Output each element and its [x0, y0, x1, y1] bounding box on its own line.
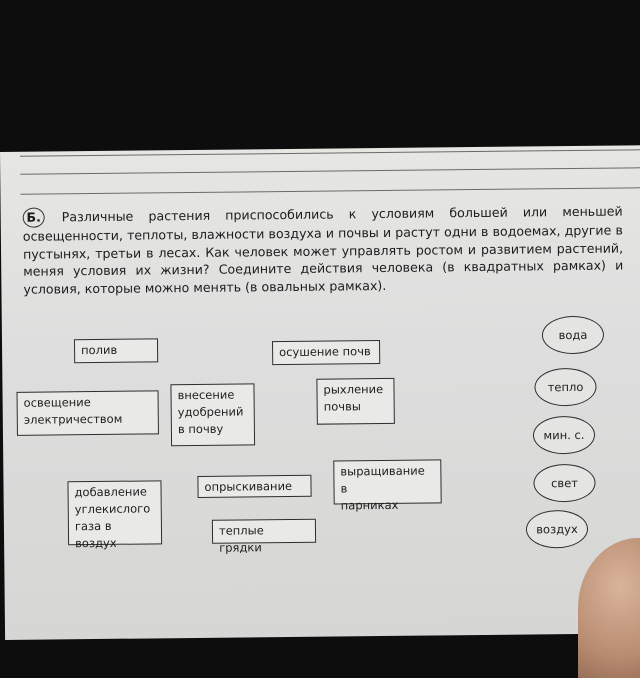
- condition-oval-vozdukh[interactable]: воздух: [526, 510, 588, 549]
- action-box-osushenie[interactable]: осушение почв: [272, 340, 380, 365]
- action-box-gryadki[interactable]: теплые грядки: [212, 519, 316, 544]
- action-box-dobavlenie[interactable]: добавление углекислого газа в воздух: [67, 480, 162, 545]
- action-box-vnesenie[interactable]: внесение удобрений в почву: [170, 383, 255, 446]
- worksheet-page: [0, 145, 640, 640]
- condition-oval-teplo[interactable]: тепло: [534, 368, 596, 407]
- task-text: [23, 201, 624, 297]
- condition-oval-min[interactable]: мин. с.: [533, 416, 595, 455]
- condition-oval-voda[interactable]: вода: [542, 316, 604, 355]
- action-box-poliv[interactable]: полив: [74, 338, 158, 363]
- action-box-opryskivanie[interactable]: опрыскивание: [197, 475, 311, 498]
- ruled-line: [20, 187, 640, 194]
- ruled-line: [20, 167, 640, 174]
- action-box-osveshchenie[interactable]: освещение электричеством: [17, 390, 159, 435]
- action-box-rykhlenie[interactable]: рыхление почвы: [316, 378, 394, 425]
- condition-oval-svet[interactable]: свет: [533, 464, 595, 503]
- ruled-line: [20, 149, 640, 156]
- action-box-vyrashchivanie[interactable]: выращивание в парниках: [333, 459, 441, 504]
- task-body: Различные растения приспособились к условиям большей или меньшей освещенности, теплоты, влажности воздуха и почвы и растут одни в водоемах, другие в пустынях, третьи в лесах. Как человек может управлять ростом и развитием растений, меняя условия их жизни? Соедините действия человека (в квадратных рамках) и условия, которые можно менять (в овальных рамках).: [22, 203, 624, 297]
- task-letter: Б.: [23, 208, 45, 228]
